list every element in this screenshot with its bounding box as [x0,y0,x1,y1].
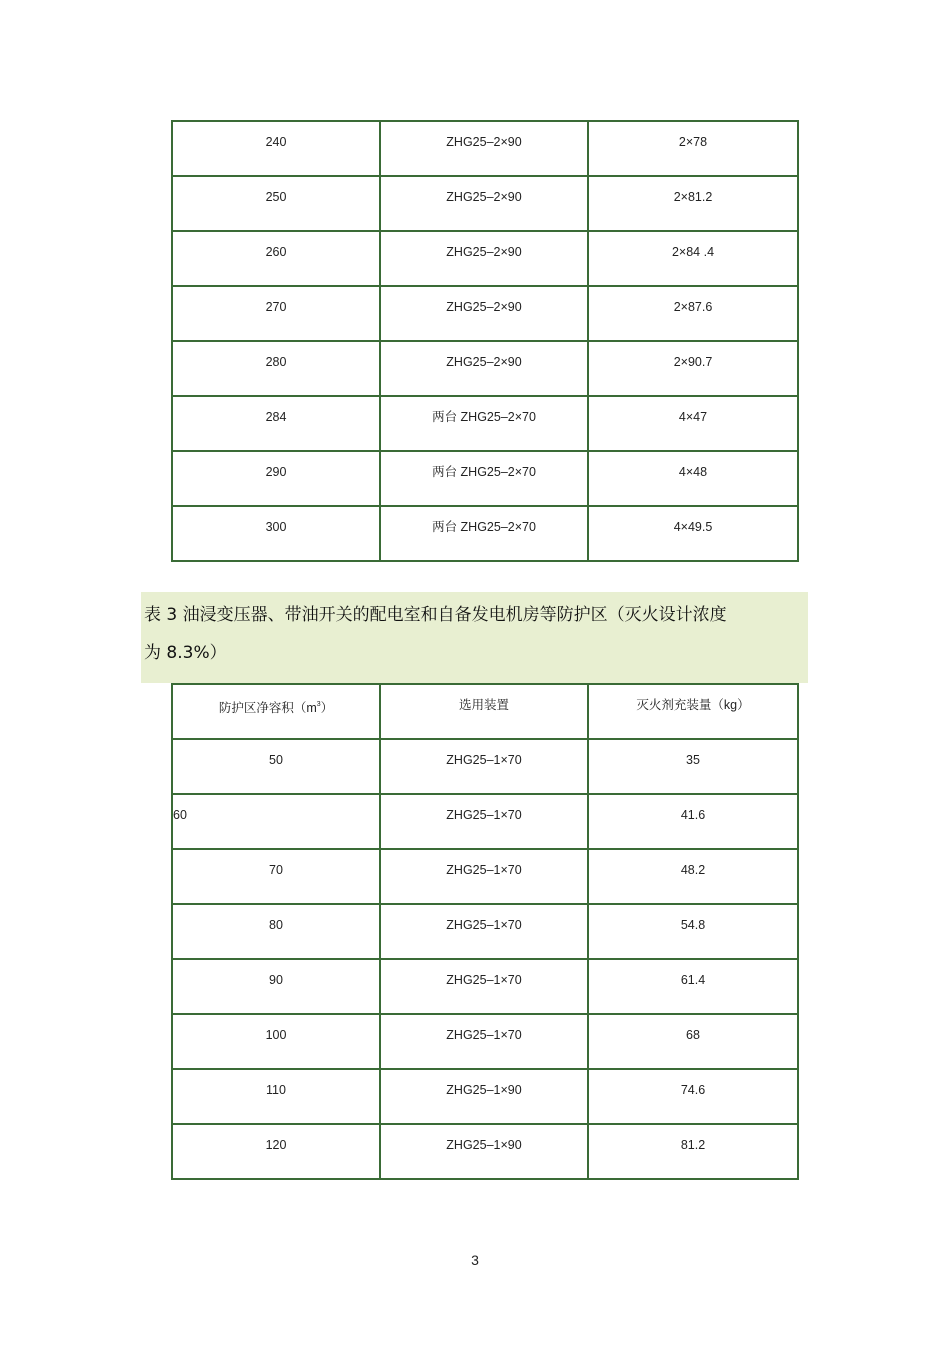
table-row [172,849,798,904]
charge-cell: 2×87.6 [588,286,798,341]
volume-cell: 240 [172,121,380,176]
table-row [172,739,798,794]
device-cell: ZHG25–1×90 [380,1069,588,1124]
device-cell: ZHG25–1×70 [380,1014,588,1069]
device-cell: 两台 ZHG25–2×70 [380,506,588,561]
volume-cell: 100 [172,1014,380,1069]
device-cell: ZHG25–2×90 [380,231,588,286]
table-row [172,231,798,286]
table-row [172,121,798,176]
header-volume: 防护区净容积$(m^3)$ [172,684,380,739]
charge-cell: 2×78 [588,121,798,176]
device-cell: ZHG25–1×90 [380,1124,588,1179]
charge-cell: 35 [588,739,798,794]
volume-cell: 290 [172,451,380,506]
charge-cell: 54.8 [588,904,798,959]
table-row [172,506,798,561]
table-row [172,176,798,231]
table-header-row [172,684,798,739]
charge-cell: 4×47 [588,396,798,451]
charge-cell: 2×90.7 [588,341,798,396]
volume-cell: 90 [172,959,380,1014]
volume-cell: 280 [172,341,380,396]
table-caption [141,592,808,683]
volume-cell: 120 [172,1124,380,1179]
table-row [172,1069,798,1124]
table-row [172,1014,798,1069]
charge-cell: 74.6 [588,1069,798,1124]
device-cell: 两台 ZHG25–2×70 [380,396,588,451]
table-row [172,904,798,959]
upper-table [171,120,799,562]
device-cell: ZHG25–1×70 [380,959,588,1014]
volume-cell: 270 [172,286,380,341]
volume-cell: 250 [172,176,380,231]
table-row [172,1124,798,1179]
device-cell: ZHG25–1×70 [380,794,588,849]
table-row [172,451,798,506]
volume-cell: 260 [172,231,380,286]
lower-table [171,683,799,1180]
charge-cell: 4×48 [588,451,798,506]
page-number: 3 [471,1252,479,1268]
volume-cell: 50 [172,739,380,794]
header-device: 选用装置 [380,684,588,739]
volume-cell: 60 [172,794,380,849]
volume-cell: 284 [172,396,380,451]
charge-cell: 4×49.5 [588,506,798,561]
charge-cell: 48.2 [588,849,798,904]
table-row [172,341,798,396]
charge-cell: 2×84 .4 [588,231,798,286]
table-row [172,396,798,451]
device-cell: 两台 ZHG25–2×70 [380,451,588,506]
table-row [172,959,798,1014]
device-cell: ZHG25–1×70 [380,904,588,959]
device-cell: ZHG25–2×90 [380,176,588,231]
device-cell: ZHG25–1×70 [380,739,588,794]
device-cell: ZHG25–2×90 [380,121,588,176]
caption-line-2: 为 8.3%） [144,643,227,663]
device-cell: ZHG25–1×70 [380,849,588,904]
table-row [172,794,798,849]
volume-cell: 80 [172,904,380,959]
charge-cell: 41.6 [588,794,798,849]
device-cell: ZHG25–2×90 [380,286,588,341]
charge-cell: 68 [588,1014,798,1069]
volume-cell: 300 [172,506,380,561]
volume-cell: 70 [172,849,380,904]
caption-line-1: 表 3 油浸变压器、带油开关的配电室和自备发电机房等防护区（灭火设计浓度 [144,605,727,625]
charge-cell: 61.4 [588,959,798,1014]
header-charge: 灭火剂充装量（kg） [588,684,798,739]
charge-cell: 2×81.2 [588,176,798,231]
charge-cell: 81.2 [588,1124,798,1179]
volume-cell: 110 [172,1069,380,1124]
device-cell: ZHG25–2×90 [380,341,588,396]
table-row [172,286,798,341]
